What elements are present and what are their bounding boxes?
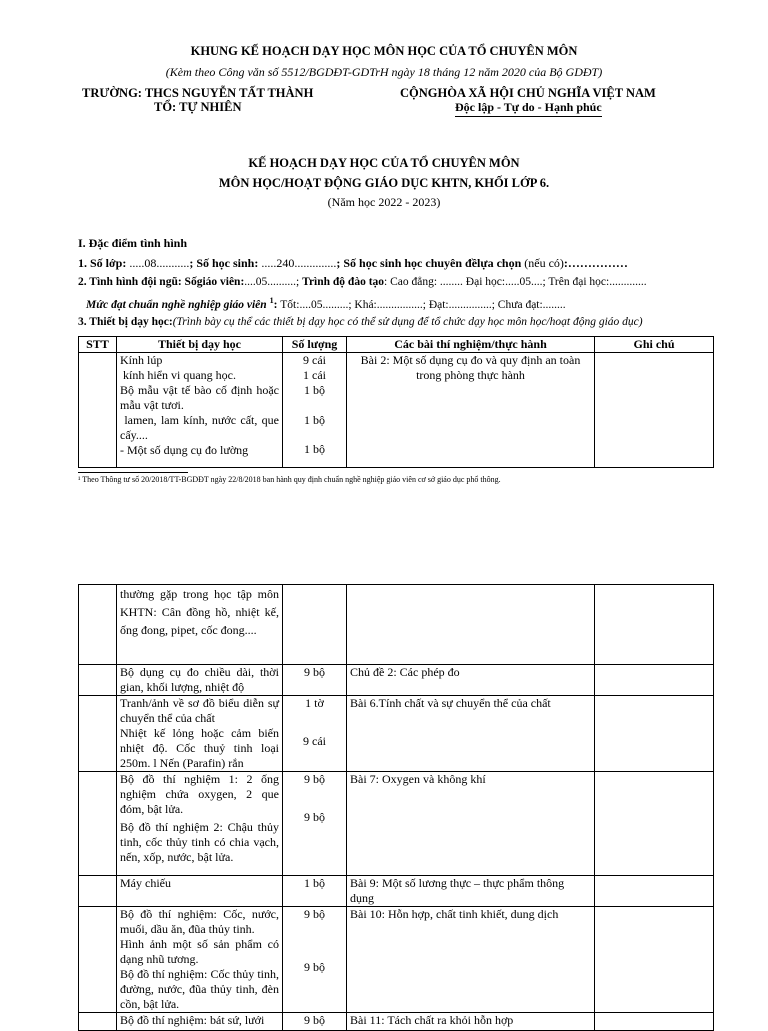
footnote-rule xyxy=(78,472,188,473)
header-lessons: Các bài thí nghiệm/thực hành xyxy=(347,337,595,353)
class-info-line xyxy=(78,256,628,271)
equipment-cell: Bộ dụng cụ đo chiều dài, thời gian, khối lượng, nhiệt độ xyxy=(117,665,283,696)
staff-count: ....05..........; xyxy=(244,276,303,288)
header-stt: STT xyxy=(79,337,117,353)
document-subtitle: (Kèm theo Công văn số 5512/BGDĐT-GDTrH ngày 18 tháng 12 năm 2020 của Bộ GDĐT) xyxy=(165,65,603,79)
table-row xyxy=(79,353,714,468)
notes-cell xyxy=(595,696,714,772)
equipment-item: Bộ đồ thí nghiệm 1: 2 ống nghiệm chứa oxygen, 2 que đóm, bật lửa. xyxy=(120,772,279,816)
table-header-row xyxy=(79,337,714,353)
school-name: TRƯỜNG: THCS NGUYỄN TẤT THÀNH xyxy=(82,86,314,100)
plan-title: KẾ HOẠCH DẠY HỌC CỦA TỔ CHUYÊN MÔN xyxy=(248,156,520,170)
quantity-cell xyxy=(283,907,347,1013)
equipment-item: Nhiệt kế lỏng hoặc cảm biến nhiệt độ. Cốc thuỷ tinh loại 250m. l Nến (Parafin) rắn xyxy=(120,726,279,770)
equipment-item: lamen, lam kính, nước cất, que cấy.... xyxy=(120,413,282,442)
class-count-value: .....08........... xyxy=(129,256,190,270)
staff-label: 2. Tình hình đội ngũ: Sốgiáo viên: xyxy=(78,276,245,288)
quantity-item: 1 cái xyxy=(303,368,326,382)
stt-cell xyxy=(79,585,117,665)
quantity-item: 9 bộ xyxy=(304,907,325,921)
quantity-cell: 1 bộ xyxy=(283,876,347,907)
stt-cell xyxy=(79,353,117,468)
equipment-item: - Một số dụng cụ đo lường xyxy=(120,443,249,457)
notes-cell xyxy=(595,876,714,907)
lesson-cell: Bài 2: Một số dụng cụ đo và quy định an toàn trong phòng thực hành xyxy=(347,353,595,468)
student-count-value: .....240.............. xyxy=(261,256,337,270)
equipment-cell xyxy=(117,772,283,876)
training-values: : Cao đẳng: ........ Đại học:.....05....; Trên đại học:............. xyxy=(384,276,647,288)
lesson-cell: Bài 7: Oxygen và không khí xyxy=(347,772,595,876)
equipment-line xyxy=(78,316,643,328)
quantity-item: 1 bộ xyxy=(304,442,325,456)
equipment-cell: Máy chiếu xyxy=(117,876,283,907)
header-equipment: Thiết bị dạy học xyxy=(117,337,283,353)
equipment-cell: thường gặp trong học tập môn KHTN: Cân đồng hồ, nhiệt kế, ống đong, pipet, cốc đong.... xyxy=(117,585,283,665)
standard-colon: : xyxy=(273,298,281,311)
student-count-label: ; Số học sinh: xyxy=(189,256,262,270)
quantity-cell: 9 bộ xyxy=(283,665,347,696)
equipment-cell xyxy=(117,353,283,468)
equipment-cell xyxy=(117,696,283,772)
quantity-item: 9 bộ xyxy=(304,772,325,786)
quantity-cell xyxy=(283,585,347,665)
quantity-item: 1 bộ xyxy=(304,383,325,397)
table-row xyxy=(79,585,714,665)
stt-cell xyxy=(79,876,117,907)
footnote: ¹ Theo Thông tư số 20/2018/TT-BGDĐT ngày 22/8/2018 ban hành quy định chuẩn nghề nghiệp giáo viên cơ sở giáo dục phổ thông. xyxy=(78,475,501,484)
class-count-label: 1. Số lớp: xyxy=(78,256,130,270)
equipment-item: Bộ đồ thí nghiệm: Cốc thủy tinh, đường, nước, đũa thủy tinh, đèn cồn, bật lửa. xyxy=(120,967,279,1011)
header-notes: Ghi chú xyxy=(595,337,714,353)
notes-cell xyxy=(595,1013,714,1031)
elective-note: (nếu có) xyxy=(524,256,564,270)
equipment-item: kính hiển vi quang học. xyxy=(120,368,236,382)
equipment-item: Kính lúp xyxy=(120,353,163,367)
equipment-description: (Trình bày cụ thể các thiết bị dạy học có thể sử dụng để tổ chức dạy học môn học/hoạt động giáo dục) xyxy=(172,316,643,328)
notes-cell xyxy=(595,353,714,468)
table-row xyxy=(79,696,714,772)
equipment-item: Bộ mẫu vật tế bào cố định hoặc mẫu vật tươi. xyxy=(120,383,279,412)
elective-value: :…………… xyxy=(563,256,628,270)
lesson-cell xyxy=(347,585,595,665)
header-quantity: Số lượng xyxy=(283,337,347,353)
footnote-marker: 1 xyxy=(269,296,274,305)
document-title: KHUNG KẾ HOẠCH DẠY HỌC MÔN HỌC CỦA TỔ CHUYÊN MÔN xyxy=(190,44,578,58)
equipment-item: Bộ đồ thí nghiệm: Cốc, nước, muối, dầu ăn, đũa thủy tinh. xyxy=(120,907,279,936)
table-row xyxy=(79,772,714,876)
lesson-cell: Bài 11: Tách chất ra khỏi hỗn hợp xyxy=(347,1013,595,1031)
plan-year: (Năm học 2022 - 2023) xyxy=(327,195,441,209)
quantity-item: 9 bộ xyxy=(304,960,325,974)
notes-cell xyxy=(595,585,714,665)
elective-label: ; Số học sinh học chuyên đềlựa chọn xyxy=(336,256,525,270)
stt-cell xyxy=(79,665,117,696)
motto: Độc lập - Tự do - Hạnh phúc xyxy=(455,100,602,117)
equipment-cell xyxy=(117,907,283,1013)
quantity-item: 9 cái xyxy=(303,353,326,367)
nation-title: CỘNGHÒA XÃ HỘI CHỦ NGHĨA VIỆT NAM xyxy=(400,86,656,100)
notes-cell xyxy=(595,665,714,696)
plan-subject: MÔN HỌC/HOẠT ĐỘNG GIÁO DỤC KHTN, KHỐI LỚP 6. xyxy=(218,176,550,190)
stt-cell xyxy=(79,907,117,1013)
notes-cell xyxy=(595,772,714,876)
section-heading: I. Đặc điểm tình hình xyxy=(78,236,188,250)
equipment-item: Hình ảnh một số sản phẩm có dạng nhũ tương. xyxy=(120,937,279,966)
training-label: Trình độ đào tạo xyxy=(302,276,385,288)
stt-cell xyxy=(79,1013,117,1031)
lesson-cell: Bài 6.Tính chất và sự chuyển thể của chất xyxy=(347,696,595,772)
staff-info-line xyxy=(78,276,647,288)
quantity-cell: 9 bộ xyxy=(283,1013,347,1031)
equipment-item: Bộ đồ thí nghiệm 2: Chậu thủy tinh, cốc thủy tinh có chia vạch, nến, xốp, nước, bật lửa. xyxy=(120,820,279,864)
standard-label: Mức đạt chuẩn nghề nghiệp giáo viên xyxy=(86,298,270,311)
table-row xyxy=(79,907,714,1013)
equipment-cell: Bộ đồ thí nghiệm: bát sứ, lưới xyxy=(117,1013,283,1031)
equipment-table-2 xyxy=(78,584,714,1031)
notes-cell xyxy=(595,907,714,1013)
table-row xyxy=(79,876,714,907)
lesson-cell: Chủ đề 2: Các phép đo xyxy=(347,665,595,696)
table-row xyxy=(79,1013,714,1031)
lesson-cell: Bài 10: Hỗn hợp, chất tinh khiết, dung dịch xyxy=(347,907,595,1013)
stt-cell xyxy=(79,772,117,876)
table-row xyxy=(79,665,714,696)
standard-line xyxy=(86,296,566,311)
quantity-item: 1 tờ xyxy=(305,696,324,710)
equipment-table-1 xyxy=(78,336,714,468)
stt-cell xyxy=(79,696,117,772)
quantity-item: 1 bộ xyxy=(304,413,325,427)
standard-values: Tốt:....05.........; Khá:................; Đạt:...............; Chưa đạt:........ xyxy=(280,298,566,311)
group-name: TỔ: TỰ NHIÊN xyxy=(154,100,242,114)
quantity-cell xyxy=(283,353,347,468)
quantity-cell xyxy=(283,772,347,876)
equipment-label: 3. Thiết bị dạy học: xyxy=(78,316,173,328)
quantity-item: 9 bộ xyxy=(304,810,325,824)
quantity-item: 9 cái xyxy=(303,734,326,748)
lesson-cell: Bài 9: Một số lương thực – thực phẩm thông dụng xyxy=(347,876,595,907)
equipment-item: Tranh/ảnh về sơ đồ biểu diễn sự chuyển thể của chất xyxy=(120,696,279,725)
quantity-cell xyxy=(283,696,347,772)
